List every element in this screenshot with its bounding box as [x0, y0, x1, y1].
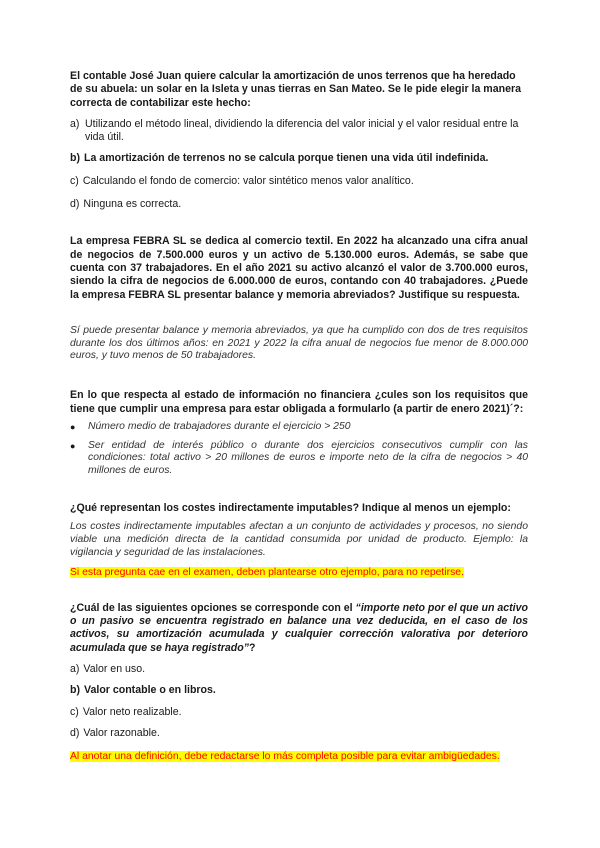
- question-2: [70, 235, 528, 363]
- bullet-text: Ser entidad de interés público o durante dos ejercicios consecutivos cumplir con las condiciones: total activo > 20 millones de euros e importe neto de la cifra de negocios > 40 millones de euros.: [88, 439, 528, 477]
- list-item: [70, 440, 528, 478]
- list-item: [70, 421, 528, 434]
- question-2-text: La empresa FEBRA SL se dedica al comercio textil. En 2022 ha alcanzado una cifra anual de negocios de 7.500.000 euros y un activo de 5.130.000 euros. Además, se sabe que cuenta con 37 trabajadores. En el año 2021 su activo alcanzó el valor de 3.700.000 euros, siendo la cifra de negocios de 6.000.000 de euros, contando con 40 trabajadores. ¿Puede la empresa FEBRA SL presentar balance y memoria abreviados? Justifique su respuesta.: [70, 235, 528, 301]
- question-1-text: El contable José Juan quiere calcular la amortización de unos terrenos que ha heredado de su abuela: un solar en la Isleta y unas tierras en San Mateo. Se le pide elegir la manera correcta de contabilizar este hecho:: [70, 70, 521, 109]
- option-letter: b): [70, 152, 80, 165]
- option-text: La amortización de terrenos no se calcula porque tienen una vida útil indefinida.: [84, 152, 489, 165]
- question-5-option-a: [70, 663, 528, 676]
- highlighted-note: Si esta pregunta cae en el examen, deben plantearse otro ejemplo, para no repetirse.: [70, 566, 464, 578]
- option-text: Calculando el fondo de comercio: valor sintético menos valor analítico.: [82, 174, 414, 187]
- bullet-dot-icon: ●: [70, 421, 76, 432]
- question-4-note-row: [70, 562, 528, 580]
- option-letter: a): [70, 117, 80, 130]
- question-5-option-c: [70, 706, 528, 719]
- question-3-bullet-list: [70, 421, 528, 478]
- option-letter: b): [70, 684, 80, 697]
- bullet-dot-icon: ●: [70, 440, 76, 451]
- option-text: Ninguna es correcta.: [83, 198, 182, 211]
- question-1-option-c: [70, 175, 528, 188]
- question-4-text: ¿Qué representan los costes indirectamente imputables? Indique al menos un ejemplo:: [70, 502, 511, 515]
- question-5-text-start: ¿Cuál de las siguientes opciones se corresponde con el: [70, 601, 356, 614]
- question-1-option-b: [70, 152, 528, 165]
- option-letter: d): [70, 198, 80, 211]
- question-5-definition: “importe neto por el que un activo o un pasivo se encuentra registrado en balance una vez deducida, en el caso de los activos, su amortización acumulada y cualquier corrección valorativa por deterioro acumulada que se haya registrado”: [70, 601, 528, 654]
- option-text: Utilizando el método lineal, dividiendo la diferencia del valor inicial y el valor residual entre la vida útil.: [85, 117, 519, 144]
- question-1: [70, 70, 528, 211]
- option-letter: c): [70, 705, 79, 718]
- question-4-answer: Los costes indirectamente imputables afectan a un conjunto de actividades y procesos, no siendo viable una medición directa de la cantidad consumida por unidad de producto. Ejemplo: la vigilancia y seguridad de las instalaciones.: [70, 521, 528, 558]
- option-letter: c): [70, 174, 79, 187]
- question-5-option-d: [70, 727, 528, 740]
- option-text: Valor en uso.: [83, 662, 146, 675]
- question-5-text-end: ?: [248, 641, 256, 654]
- question-3: [70, 389, 528, 478]
- question-5-option-b: [70, 684, 528, 697]
- option-text: Valor neto realizable.: [82, 705, 182, 718]
- question-1-option-a: [70, 118, 528, 145]
- option-text: Valor contable o en libros.: [84, 684, 216, 697]
- highlighted-note: Al anotar una definición, debe redactarse lo más completa posible para evitar ambigüedades.: [70, 751, 500, 763]
- question-5-note-row: [70, 746, 528, 764]
- option-letter: d): [70, 726, 80, 739]
- question-5-text: [70, 602, 528, 655]
- question-5: [70, 602, 528, 764]
- document-content: [70, 70, 528, 764]
- question-2-answer: Sí puede presentar balance y memoria abreviados, ya que ha cumplido con dos de tres requisitos durante los dos últimos años: en 2021 y 2022 la cifra anual de negocios fue menor de 8.000.000 euros, y tuvo menos de 50 trabajadores.: [70, 324, 528, 362]
- bullet-text: Número medio de trabajadores durante el ejercicio > 250: [88, 420, 351, 432]
- question-1-option-d: [70, 198, 528, 211]
- question-3-text: En lo que respecta al estado de información no financiera ¿cules son los requisitos que tiene que cumplir una empresa para estar obligada a formularlo (a partir de enero 2021)´?:: [70, 389, 528, 415]
- question-4: [70, 502, 528, 580]
- option-text: Valor razonable.: [83, 726, 160, 739]
- option-letter: a): [70, 662, 80, 675]
